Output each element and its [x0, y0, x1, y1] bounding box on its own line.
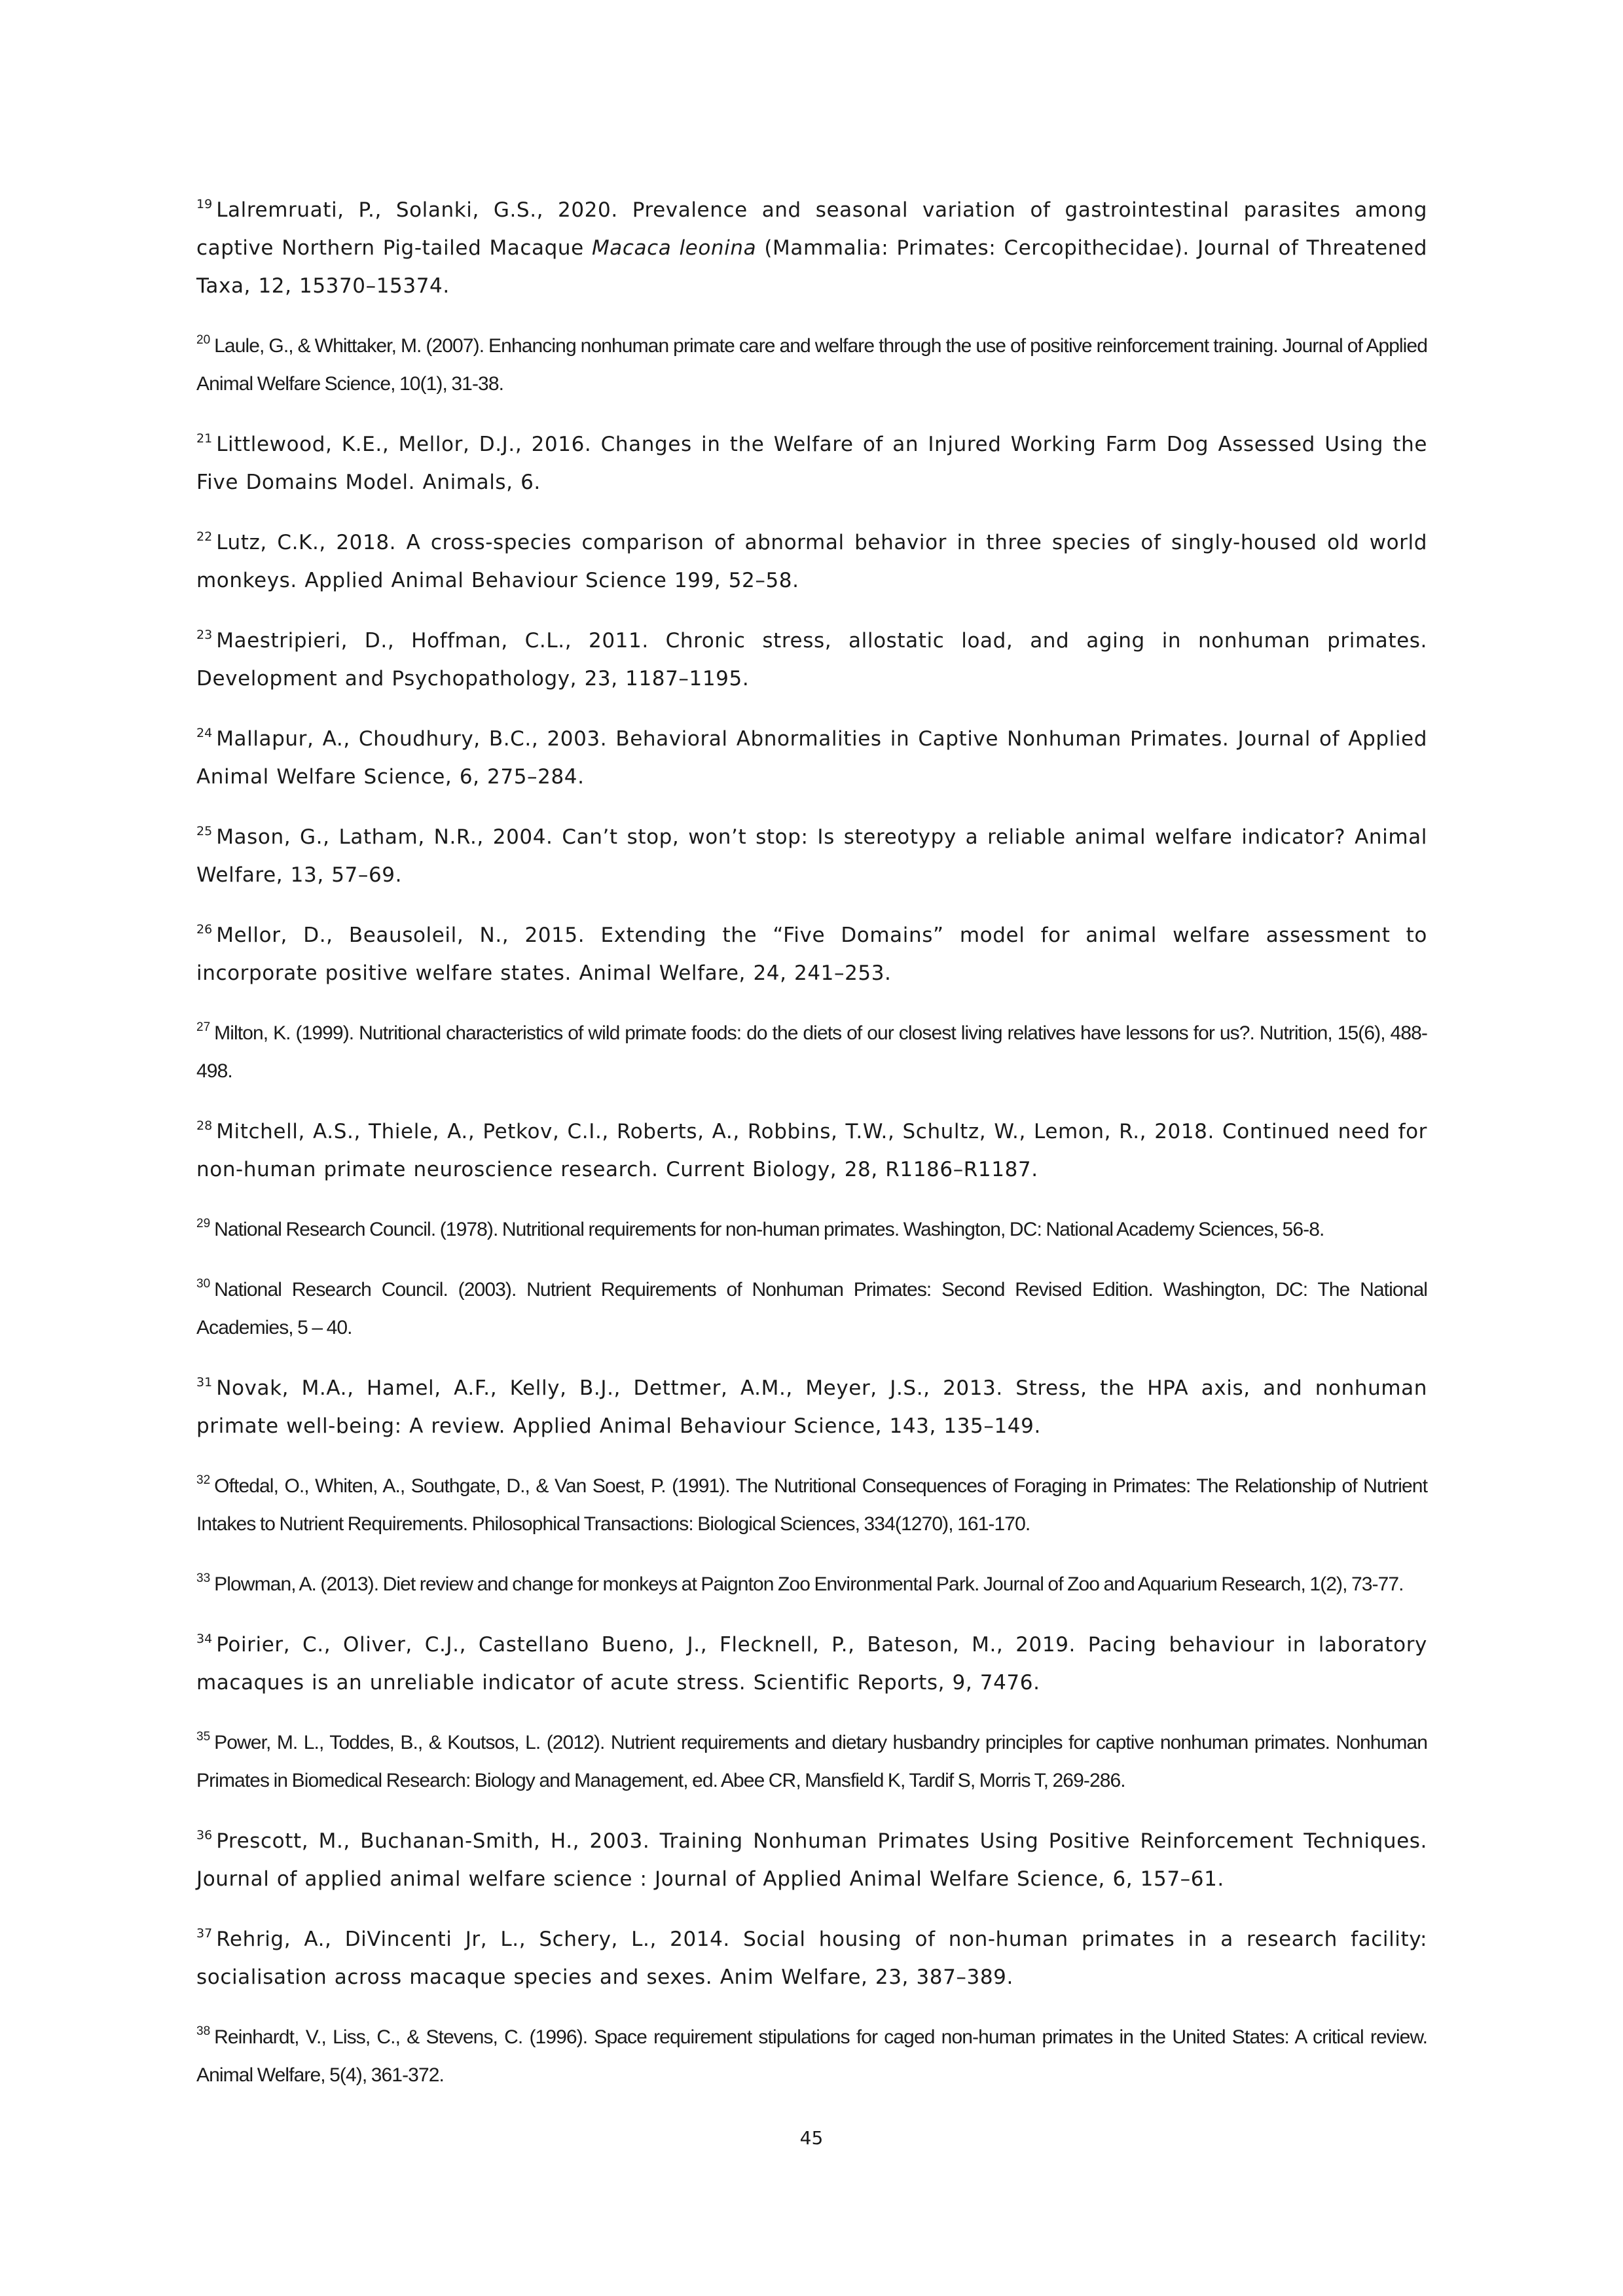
reference-text: Rehrig, A., DiVincenti Jr, L., Schery, L., 2014. Social housing of non-human primates in a research facility: socialisation across macaque species and sexes. Anim Welfare, 23, 387–389. [196, 1928, 1427, 1989]
reference-entry [196, 818, 1427, 894]
reference-text-continued: (Mammalia: Primates: Cercopithecidae). Journal of Threatened Taxa, 12, 15370–15374. [196, 236, 1428, 298]
reference-entry [196, 191, 1427, 305]
reference-text: Power, M. L., Toddes, B., & Koutsos, L. (2012). Nutrient requirements and dietary husbandry principles for captive nonhuman primates. Nonhuman Primates in Biomedical Research: Biology and Management, ed. Abee CR, Mansfield K, Tardif S, Morris T, 269-286. [196, 1732, 1427, 1791]
reference-entry [196, 1211, 1427, 1249]
reference-text: Mellor, D., Beausoleil, N., 2015. Extending the “Five Domains” model for animal welfare assessment to incorporate positive welfare states. Animal Welfare, 24, 241–253. [196, 924, 1427, 985]
footnote-number: 19 [196, 197, 213, 211]
footnote-number: 26 [196, 922, 213, 937]
footnote-number: 32 [196, 1473, 211, 1487]
footnote-number: 24 [196, 726, 213, 740]
reference-text: Mallapur, A., Choudhury, B.C., 2003. Behavioral Abnormalities in Captive Nonhuman Primates. Journal of Applied Animal Welfare Science, 6, 275–284. [196, 727, 1427, 789]
footnote-number: 38 [196, 2024, 211, 2038]
footnote-number: 31 [196, 1375, 213, 1390]
reference-list [196, 191, 1427, 2117]
reference-entry [196, 1920, 1427, 1996]
reference-entry [196, 1724, 1427, 1800]
footnote-number: 37 [196, 1926, 213, 1941]
reference-text: National Research Council. (1978). Nutritional requirements for non-human primates. Washington, DC: National Academy Sciences, 56-8. [214, 1219, 1324, 1240]
reference-text: Maestripieri, D., Hoffman, C.L., 2011. Chronic stress, allostatic load, and aging in nonhuman primates. Development and Psychopathology, 23, 1187–1195. [196, 629, 1427, 691]
reference-text: National Research Council. (2003). Nutrient Requirements of Nonhuman Primates: Second Revised Edition. Washington, DC: The National Academies, 5 – 40. [196, 1279, 1427, 1338]
species-name: Macaca leonina [591, 236, 757, 260]
footnote-number: 30 [196, 1277, 211, 1291]
page-number: 45 [799, 2127, 824, 2149]
footnote-number: 34 [196, 1632, 213, 1646]
reference-text: Prescott, M., Buchanan-Smith, H., 2003. Training Nonhuman Primates Using Positive Reinforcement Techniques. Journal of applied animal welfare science : Journal of Applied Animal Welfare Science, 6, 157–61. [196, 1829, 1427, 1891]
reference-text: Reinhardt, V., Liss, C., & Stevens, C. (1996). Space requirement stipulations for caged non-human primates in the United States: A critical review. Animal Welfare, 5(4), 361-372. [196, 2026, 1427, 2086]
reference-text: Novak, M.A., Hamel, A.F., Kelly, B.J., Dettmer, A.M., Meyer, J.S., 2013. Stress, the HPA axis, and nonhuman primate well-being: A review. Applied Animal Behaviour Science, 143, 135–149. [196, 1376, 1427, 1438]
reference-entry [196, 1626, 1427, 1702]
reference-text: Laule, G., & Whittaker, M. (2007). Enhancing nonhuman primate care and welfare through the use of positive reinforcement training. Journal of Applied Animal Welfare Science, 10(1), 31-38. [196, 335, 1427, 395]
reference-entry [196, 1566, 1427, 1604]
footnote-number: 33 [196, 1571, 211, 1585]
reference-text: Lutz, C.K., 2018. A cross-species comparison of abnormal behavior in three species of singly-housed old world monkeys. Applied Animal Behaviour Science 199, 52–58. [196, 531, 1427, 592]
reference-text: Milton, K. (1999). Nutritional characteristics of wild primate foods: do the diets of our closest living relatives have lessons for us?. Nutrition, 15(6), 488-498. [196, 1022, 1427, 1082]
footnote-number: 23 [196, 628, 213, 642]
reference-text: Oftedal, O., Whiten, A., Southgate, D., & Van Soest, P. (1991). The Nutritional Consequences of Foraging in Primates: The Relationship of Nutrient Intakes to Nutrient Requirements. Philosophical Transactions: Biological Sciences, 334(1270), 161-170. [196, 1475, 1427, 1535]
reference-text: Plowman, A. (2013). Diet review and change for monkeys at Paignton Zoo Environmental Park. Journal of Zoo and Aquarium Research, 1(2), 73-77. [214, 1573, 1404, 1595]
reference-entry [196, 622, 1427, 698]
reference-entry [196, 916, 1427, 992]
reference-text: Littlewood, K.E., Mellor, D.J., 2016. Changes in the Welfare of an Injured Working Farm Dog Assessed Using the Five Domains Model. Animals, 6. [196, 433, 1427, 494]
footnote-number: 35 [196, 1730, 211, 1744]
reference-text: Lalremruati, P., Solanki, G.S., 2020. Prevalence and seasonal variation of gastrointestinal parasites among captive Northern Pig-tailed Macaque [196, 198, 1427, 260]
footnote-number: 27 [196, 1020, 211, 1034]
footnote-number: 28 [196, 1119, 213, 1133]
footnote-number: 25 [196, 824, 213, 838]
reference-text: Poirier, C., Oliver, C.J., Castellano Bueno, J., Flecknell, P., Bateson, M., 2019. Pacing behaviour in laboratory macaques is an unreliable indicator of acute stress. Scientific Reports, 9, 7476. [196, 1633, 1427, 1695]
reference-entry [196, 2018, 1427, 2094]
reference-text: Mitchell, A.S., Thiele, A., Petkov, C.I., Roberts, A., Robbins, T.W., Schultz, W., Lemon, R., 2018. Continued need for non-human primate neuroscience research. Current Biology, 28, R1186–R1187. [196, 1120, 1427, 1181]
reference-entry [196, 327, 1427, 403]
reference-entry [196, 524, 1427, 600]
footnote-number: 36 [196, 1828, 213, 1842]
reference-entry [196, 425, 1427, 501]
reference-entry [196, 720, 1427, 796]
reference-entry [196, 1369, 1427, 1445]
reference-entry [196, 1467, 1427, 1543]
reference-entry [196, 1271, 1427, 1347]
reference-entry [196, 1822, 1427, 1898]
reference-text: Mason, G., Latham, N.R., 2004. Can’t stop, won’t stop: Is stereotypy a reliable animal welfare indicator? Animal Welfare, 13, 57–69. [196, 825, 1427, 887]
footnote-number: 29 [196, 1217, 211, 1230]
footnote-number: 22 [196, 529, 213, 544]
footnote-number: 20 [196, 333, 211, 347]
reference-entry [196, 1113, 1427, 1189]
reference-entry [196, 1014, 1427, 1090]
footnote-number: 21 [196, 431, 213, 446]
